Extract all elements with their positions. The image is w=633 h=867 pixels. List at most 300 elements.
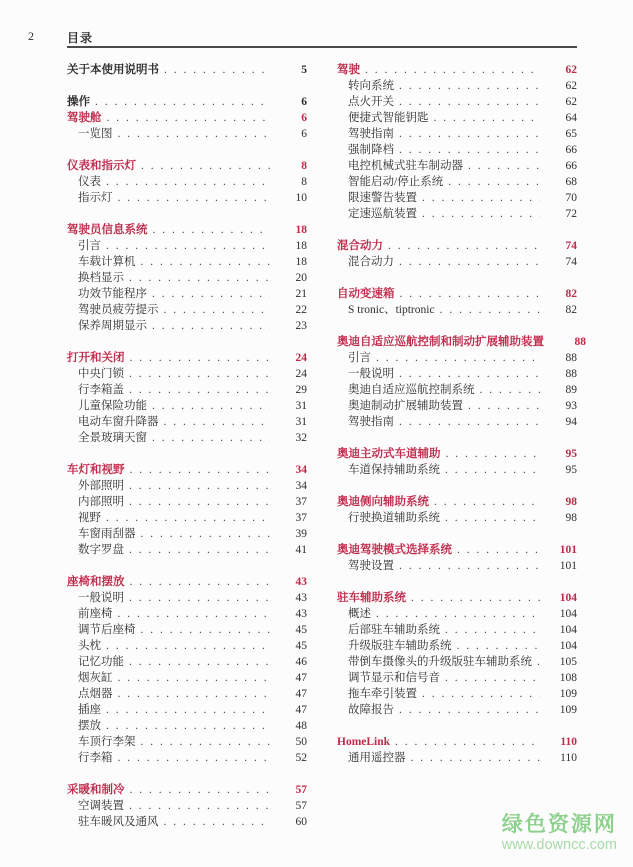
- toc-entry-page: 66: [565, 160, 577, 172]
- toc-entry-sub: [67, 238, 307, 254]
- leader-dots: [141, 158, 270, 174]
- toc-entry-page: 82: [565, 288, 577, 300]
- toc-entry-sub: [337, 638, 577, 654]
- toc-column-left: [67, 62, 307, 830]
- page-title: 目录: [67, 31, 94, 45]
- leader-dots: [141, 622, 271, 638]
- leader-dots: [141, 254, 271, 270]
- toc-entry-chapter: [337, 62, 577, 78]
- toc-entry-page: 34: [295, 464, 307, 476]
- leader-dots: [129, 542, 270, 558]
- leader-dots: [141, 734, 271, 750]
- toc-entry-sub: [67, 302, 307, 318]
- toc-entry-page: 65: [565, 128, 577, 140]
- toc-entry-label: 仪表: [78, 176, 101, 188]
- toc-entry-chapter: [337, 286, 577, 302]
- toc-entry-sub: [337, 750, 577, 766]
- leader-dots: [446, 446, 541, 462]
- leader-dots: [130, 462, 271, 478]
- toc-entry-label: 转向系统: [348, 80, 394, 92]
- toc-entry-label: 升级版驻车辅助系统: [348, 640, 452, 652]
- toc-entry-page: 8: [301, 160, 307, 172]
- toc-entry-sub: [337, 670, 577, 686]
- toc-entry-page: 94: [565, 416, 577, 428]
- toc-entry-label: 行李箱: [78, 752, 113, 764]
- toc-entry-label: 奥迪驾驶模式选择系统: [337, 544, 452, 556]
- leader-dots: [445, 510, 540, 526]
- toc-entry-label: 一览图: [78, 128, 113, 140]
- leader-dots: [118, 606, 271, 622]
- toc-entry-sub: [337, 350, 577, 366]
- toc-entry-page: 62: [565, 64, 577, 76]
- leader-dots: [152, 430, 270, 446]
- toc-section: [337, 542, 577, 574]
- toc-entry-sub: [67, 590, 307, 606]
- toc-section: [337, 238, 577, 270]
- toc-entry-label: 驾驶指南: [348, 416, 394, 428]
- toc-entry-sub: [67, 702, 307, 718]
- toc-entry-page: 47: [295, 704, 307, 716]
- leader-dots: [129, 478, 270, 494]
- toc-entry-sub: [67, 750, 307, 766]
- leader-dots: [118, 686, 271, 702]
- toc-entry-label: 全景玻璃天窗: [78, 432, 147, 444]
- toc-entry-label: 前座椅: [78, 608, 113, 620]
- leader-dots: [445, 462, 540, 478]
- toc-entry-label: 驾驶员信息系统: [67, 224, 148, 236]
- leader-dots: [129, 494, 270, 510]
- toc-section: [67, 222, 307, 334]
- toc-entry-chapter: [337, 238, 577, 254]
- toc-entry-label: 驾驶员疲劳提示: [78, 304, 159, 316]
- leader-dots: [399, 94, 540, 110]
- toc-entry-page: 95: [565, 464, 577, 476]
- toc-entry-label: 奥迪自适应巡航控制系统: [348, 384, 475, 396]
- toc-entry-label: 驾驶舱: [67, 112, 102, 124]
- toc-entry-page: 43: [295, 576, 307, 588]
- toc-entry-label: 驻车辅助系统: [337, 592, 406, 604]
- toc-entry-page: 74: [565, 240, 577, 252]
- toc-section: [337, 590, 577, 718]
- toc-entry-label: 车道保持辅助系统: [348, 464, 440, 476]
- toc-entry-sub: [67, 478, 307, 494]
- toc-entry-page: 52: [295, 752, 307, 764]
- leader-dots: [411, 590, 540, 606]
- toc-entry-page: 50: [295, 736, 307, 748]
- toc-entry-page: 48: [295, 720, 307, 732]
- toc-entry-sub: [67, 670, 307, 686]
- leader-dots: [118, 190, 271, 206]
- toc-entry-label: 点烟器: [78, 688, 113, 700]
- toc-entry-sub: [67, 286, 307, 302]
- toc-entry-page: 68: [565, 176, 577, 188]
- toc-entry-page: 6: [301, 112, 307, 124]
- toc-section: [337, 446, 577, 478]
- toc-entry-page: 43: [295, 608, 307, 620]
- toc-entry-page: 23: [295, 320, 307, 332]
- toc-entry-label: 调节显示和信号音: [348, 672, 440, 684]
- toc-entry-page: 47: [295, 672, 307, 684]
- toc-entry-page: 21: [295, 288, 307, 300]
- leader-dots: [399, 142, 540, 158]
- toc-entry-page: 18: [295, 224, 307, 236]
- toc-entry-page: 45: [295, 640, 307, 652]
- toc-entry-chapter: [67, 782, 307, 798]
- toc-entry-page: 41: [295, 544, 307, 556]
- toc-entry-page: 22: [295, 304, 307, 316]
- toc-entry-chapter: [337, 494, 577, 510]
- toc-entry-label: HomeLink: [337, 736, 391, 748]
- toc-entry-sub: [67, 430, 307, 446]
- toc-entry-chapter: [67, 462, 307, 478]
- leader-dots: [106, 702, 270, 718]
- leader-dots: [164, 814, 271, 830]
- leader-dots: [411, 750, 541, 766]
- toc-entry-page: 95: [565, 448, 577, 460]
- toc-entry-label: 带倒车摄像头的升级版驻车辅助系统: [348, 656, 532, 668]
- toc-entry-label: 数字罗盘: [78, 544, 124, 556]
- leader-dots: [164, 302, 271, 318]
- toc-entry-label: 智能启动/停止系统: [348, 176, 444, 188]
- leader-dots: [434, 110, 541, 126]
- toc-entry-sub: [337, 78, 577, 94]
- toc-entry-sub: [67, 798, 307, 814]
- toc-section: [337, 494, 577, 526]
- toc-entry-sub: [337, 158, 577, 174]
- toc-entry-page: 43: [295, 592, 307, 604]
- toc-entry-sub: [337, 606, 577, 622]
- toc-entry-page: 88: [565, 368, 577, 380]
- toc-entry-label: 内部照明: [78, 496, 124, 508]
- toc-entry-sub: [337, 686, 577, 702]
- toc-entry-label: 行李箱盖: [78, 384, 124, 396]
- leader-dots: [399, 254, 540, 270]
- leader-dots: [106, 238, 270, 254]
- toc-entry-page: 5: [301, 64, 307, 76]
- toc-entry-label: 便捷式智能钥匙: [348, 112, 429, 124]
- toc-entry-label: 驻车暖风及通风: [78, 816, 159, 828]
- toc-entry-page: 105: [559, 656, 577, 668]
- toc-entry-page: 110: [560, 752, 577, 764]
- toc-entry-label: 头枕: [78, 640, 101, 652]
- watermark: [502, 813, 617, 854]
- leader-dots: [106, 510, 270, 526]
- toc-entry-label: 操作: [67, 96, 90, 108]
- toc-entry-page: 64: [565, 112, 577, 124]
- leader-dots: [468, 158, 540, 174]
- toc-entry-page: 104: [559, 608, 577, 620]
- leader-dots: [129, 590, 270, 606]
- toc-entry-chapter: [67, 158, 307, 174]
- toc-entry-label: 驾驶设置: [348, 560, 394, 572]
- toc-entry-sub: [337, 254, 577, 270]
- toc-entry-chapter: [67, 574, 307, 590]
- toc-section: [67, 462, 307, 558]
- leader-dots: [141, 526, 271, 542]
- leader-dots: [164, 62, 270, 78]
- toc-entry-label: 车窗雨刮器: [78, 528, 136, 540]
- toc-entry-chapter: [337, 734, 577, 750]
- toc-entry-label: 车灯和视野: [67, 464, 125, 476]
- toc-entry-sub: [337, 94, 577, 110]
- toc-entry-page: 6: [301, 96, 307, 108]
- toc-section: [67, 782, 307, 830]
- toc-entry-page: 47: [295, 688, 307, 700]
- leader-dots: [388, 238, 540, 254]
- toc-section: [67, 158, 307, 206]
- leader-dots: [457, 542, 540, 558]
- toc-entry-label: 混合动力: [348, 256, 394, 268]
- toc-entry-sub: [67, 734, 307, 750]
- toc-entry-page: 20: [295, 272, 307, 284]
- leader-dots: [106, 174, 270, 190]
- toc-entry-sub: [337, 702, 577, 718]
- toc-entry-page: 39: [295, 528, 307, 540]
- leader-dots: [395, 734, 540, 750]
- toc-entry-sub: [67, 606, 307, 622]
- toc-entry-label: 拖车牵引装置: [348, 688, 417, 700]
- toc-entry-sub: [67, 510, 307, 526]
- leader-dots: [152, 318, 270, 334]
- toc-entry-sub: [67, 126, 307, 142]
- leader-dots: [129, 270, 270, 286]
- toc-entry-sub: [337, 654, 577, 670]
- leader-dots: [130, 574, 271, 590]
- toc-entry-page: 18: [295, 256, 307, 268]
- toc-entry-chapter: [337, 542, 577, 558]
- toc-entry-page: 46: [295, 656, 307, 668]
- leader-dots: [376, 350, 540, 366]
- toc-entry-label: 烟灰缸: [78, 672, 113, 684]
- leader-dots: [399, 78, 540, 94]
- leader-dots: [106, 718, 270, 734]
- toc-entry-label: 驾驶: [337, 64, 360, 76]
- toc-entry-label: 关于本使用说明书: [67, 64, 159, 76]
- toc-entry-sub: [67, 366, 307, 382]
- toc-entry-page: 31: [295, 416, 307, 428]
- toc-entry-chapter: [337, 590, 577, 606]
- toc-entry-sub: [67, 382, 307, 398]
- toc-entry-sub: [337, 110, 577, 126]
- toc-entry-label: 点火开关: [348, 96, 394, 108]
- toc-entry-label: 通用遥控器: [348, 752, 406, 764]
- toc-entry-page: 10: [295, 192, 307, 204]
- toc-entry-page: 109: [559, 688, 577, 700]
- toc-entry-page: 62: [565, 96, 577, 108]
- toc-entry-page: 62: [565, 80, 577, 92]
- toc-section: [337, 286, 577, 318]
- toc-entry-page: 6: [301, 128, 307, 140]
- toc-entry-page: 89: [565, 384, 577, 396]
- toc-entry-page: 8: [301, 176, 307, 188]
- leader-dots: [129, 382, 270, 398]
- leader-dots: [422, 206, 540, 222]
- toc-entry-label: 中央门锁: [78, 368, 124, 380]
- toc-entry-sub: [337, 206, 577, 222]
- toc-entry-page: 98: [565, 496, 577, 508]
- toc-entry-chapter: [67, 110, 307, 126]
- leader-dots: [107, 110, 271, 126]
- leader-dots: [376, 606, 540, 622]
- leader-dots: [130, 350, 271, 366]
- toc-entry-sub: [337, 414, 577, 430]
- toc-entry-page: 37: [295, 496, 307, 508]
- toc-entry-page: 18: [295, 240, 307, 252]
- toc-entry-sub: [67, 686, 307, 702]
- toc-entry-page: 101: [559, 544, 577, 556]
- toc-entry-page: 31: [295, 400, 307, 412]
- leader-dots: [537, 654, 540, 670]
- toc-entry-label: 概述: [348, 608, 371, 620]
- toc-entry-sub: [67, 414, 307, 430]
- toc-entry-page: 24: [295, 352, 307, 364]
- toc-entry-page: 24: [295, 368, 307, 380]
- toc-entry-sub: [67, 174, 307, 190]
- toc-section: [337, 62, 577, 222]
- toc-entry-label: 奥迪主动式车道辅助: [337, 448, 441, 460]
- toc-entry-label: 指示灯: [78, 192, 113, 204]
- leader-dots: [440, 302, 540, 318]
- toc-entry-sub: [337, 558, 577, 574]
- leader-dots: [153, 222, 271, 238]
- leader-dots: [106, 638, 270, 654]
- toc-section: [67, 350, 307, 446]
- leader-dots: [399, 702, 540, 718]
- toc-section: [337, 334, 586, 430]
- toc-entry-label: 一般说明: [348, 368, 394, 380]
- toc-entry-label: 后部驻车辅助系统: [348, 624, 440, 636]
- toc-entry-label: 外部照明: [78, 480, 124, 492]
- toc-entry-label: 奥迪制动扩展辅助装置: [348, 400, 463, 412]
- toc-entry-label: S tronic、tiptronic: [348, 304, 435, 316]
- leader-dots: [129, 654, 270, 670]
- toc-entry-label: 保养周期显示: [78, 320, 147, 332]
- leader-dots: [399, 126, 540, 142]
- toc-entry-label: 视野: [78, 512, 101, 524]
- toc-entry-sub: [67, 318, 307, 334]
- toc-entry-sub: [67, 638, 307, 654]
- leader-dots: [152, 286, 270, 302]
- toc-entry-label: 驾驶指南: [348, 128, 394, 140]
- toc-entry-page: 34: [295, 480, 307, 492]
- toc-entry-label: 电动车窗升降器: [78, 416, 159, 428]
- toc-entry-label: 记忆功能: [78, 656, 124, 668]
- toc-section: [337, 734, 577, 766]
- toc-entry-sub: [337, 366, 577, 382]
- toc-entry-page: 110: [560, 736, 577, 748]
- toc-entry-label: 打开和关闭: [67, 352, 125, 364]
- toc-entry-chapter: [67, 350, 307, 366]
- leader-dots: [95, 94, 270, 110]
- toc-entry-label: 空调装置: [78, 800, 124, 812]
- toc-entry-sub: [67, 526, 307, 542]
- toc-entry-sub: [337, 142, 577, 158]
- toc-entry-page: 104: [559, 624, 577, 636]
- toc-entry-label: 一般说明: [78, 592, 124, 604]
- toc-entry-label: 摆放: [78, 720, 101, 732]
- watermark-site-name: 绿色资源网: [501, 813, 617, 836]
- toc-entry-sub: [337, 174, 577, 190]
- toc-entry-label: 强制降档: [348, 144, 394, 156]
- toc-section: [67, 574, 307, 766]
- toc-entry-label: 定速巡航装置: [348, 208, 417, 220]
- leader-dots: [399, 558, 540, 574]
- toc-entry-page: 66: [565, 144, 577, 156]
- toc-entry-page: 45: [295, 624, 307, 636]
- leader-dots: [118, 670, 271, 686]
- header-rule: [67, 46, 577, 48]
- toc-entry-sub: [337, 190, 577, 206]
- toc-entry-sub: [67, 270, 307, 286]
- leader-dots: [400, 286, 541, 302]
- toc-entry-page: 104: [559, 640, 577, 652]
- leader-dots: [365, 62, 540, 78]
- leader-dots: [422, 686, 540, 702]
- toc-entry-label: 座椅和摆放: [67, 576, 125, 588]
- toc-entry-page: 32: [295, 432, 307, 444]
- toc-entry-chapter: [67, 222, 307, 238]
- toc-entry-page: 29: [295, 384, 307, 396]
- toc-entry-sub: [67, 654, 307, 670]
- toc-entry-sub: [67, 494, 307, 510]
- leader-dots: [434, 494, 540, 510]
- leader-dots: [457, 638, 541, 654]
- toc-entry-label: 奥迪自适应巡航控制和制动扩展辅助装置: [337, 336, 544, 348]
- toc-entry-label: 故障报告: [348, 704, 394, 716]
- toc-entry-sub: [67, 718, 307, 734]
- leader-dots: [129, 798, 270, 814]
- toc-entry-page: 88: [565, 352, 577, 364]
- page-number: 2: [28, 29, 34, 43]
- leader-dots: [480, 382, 541, 398]
- toc-entry-page: 57: [295, 800, 307, 812]
- toc-entry-sub: [337, 510, 577, 526]
- watermark-site-url: www.downcc.com: [501, 837, 617, 854]
- leader-dots: [118, 126, 271, 142]
- leader-dots: [445, 670, 540, 686]
- leader-dots: [468, 398, 540, 414]
- toc-entry-sub: [67, 814, 307, 830]
- toc-entry-sub: [67, 190, 307, 206]
- toc-entry-label: 电控机械式驻车制动器: [348, 160, 463, 172]
- toc-entry-label: 车顶行李架: [78, 736, 136, 748]
- toc-entry-page: 74: [565, 256, 577, 268]
- leader-dots: [399, 366, 540, 382]
- toc-entry-sub: [337, 462, 577, 478]
- toc-entry-chapter: [337, 446, 577, 462]
- toc-entry-page: 37: [295, 512, 307, 524]
- toc-entry-label: 行驶换道辅助系统: [348, 512, 440, 524]
- toc-entry-label: 引言: [348, 352, 371, 364]
- toc-entry-page: 70: [565, 192, 577, 204]
- toc-entry-label: 采暖和制冷: [67, 784, 125, 796]
- toc-entry-chapter: [337, 334, 586, 350]
- toc-entry-sub: [337, 302, 577, 318]
- toc-entry-label: 奥迪侧向辅助系统: [337, 496, 429, 508]
- toc-entry-label: 限速警告装置: [348, 192, 417, 204]
- leader-dots: [129, 366, 270, 382]
- toc-entry-sub: [337, 126, 577, 142]
- toc-entry-sub: [67, 542, 307, 558]
- toc-entry-sub: [67, 254, 307, 270]
- toc-entry-sub: [67, 622, 307, 638]
- leader-dots: [448, 174, 540, 190]
- leader-dots: [130, 782, 271, 798]
- toc-entry-page: 88: [574, 336, 586, 348]
- toc-entry-page: 108: [559, 672, 577, 684]
- toc-entry-label: 插座: [78, 704, 101, 716]
- toc-entry-page: 109: [559, 704, 577, 716]
